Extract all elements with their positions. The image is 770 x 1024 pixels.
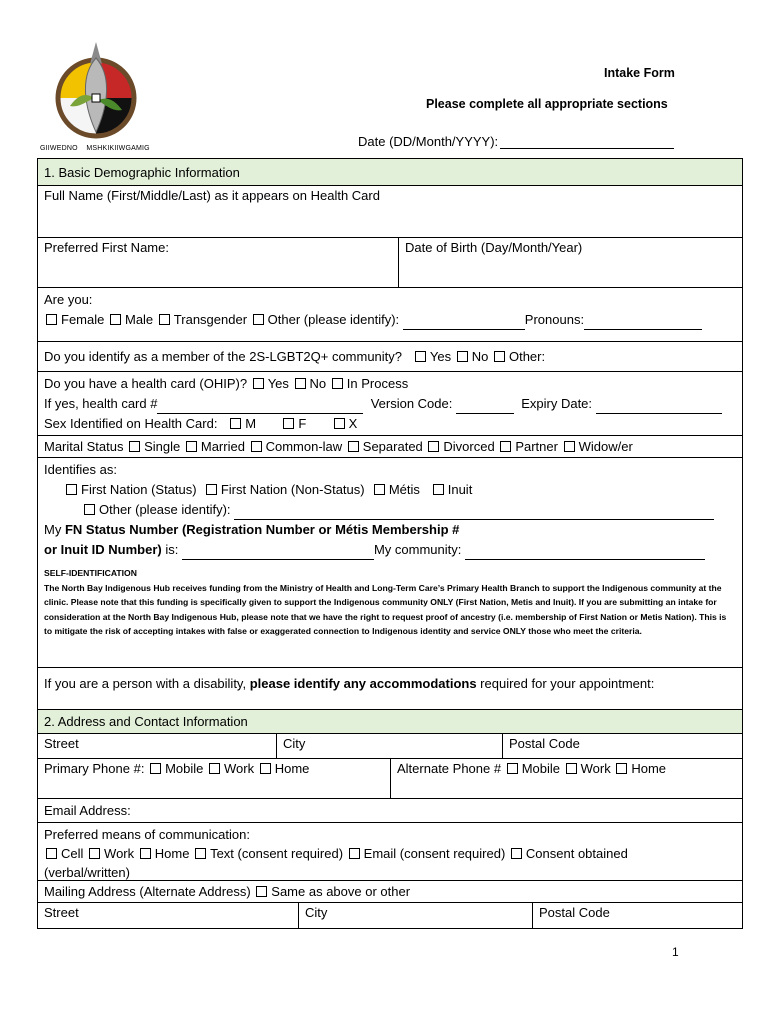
dob-field[interactable]: Date of Birth (Day/Month/Year)	[398, 238, 742, 287]
intake-form	[37, 158, 743, 929]
male-checkbox[interactable]	[110, 314, 121, 325]
work-checkbox[interactable]	[89, 848, 100, 859]
gender-other-input[interactable]	[403, 317, 525, 330]
primary-mobile-checkbox[interactable]	[150, 763, 161, 774]
street-field[interactable]: Street	[44, 736, 79, 751]
fn-nonstatus-checkbox[interactable]	[206, 484, 217, 495]
mailing-postal-field[interactable]: Postal Code	[532, 903, 742, 928]
lgbt-other-checkbox[interactable]	[494, 351, 505, 362]
date-field[interactable]: Date (DD/Month/YYYY):	[358, 134, 674, 149]
married-checkbox[interactable]	[186, 441, 197, 452]
preferred-name-field[interactable]: Preferred First Name:	[44, 240, 169, 255]
common-law-checkbox[interactable]	[251, 441, 262, 452]
mailing-city-field[interactable]: City	[298, 903, 532, 928]
email-field[interactable]: Email Address:	[38, 799, 742, 823]
ohip-yes-checkbox[interactable]	[253, 378, 264, 389]
self-id-text: The North Bay Indigenous Hub receives funding from the Ministry of Health and Long-Term Care’s Primary Health Branch to support the Indigenous community at the clinic. Please note that this funding is specifically given to support the Indigenous community ONLY (First Nation, Metis and Inuit). If you are submitting an intake for consideration at the North Bay Indigenous Hub, please note that we have the right to request proof of ancestry (i.e. membership of First Nation or Metis Nation). This is to mitigate the risk of accepting intakes with false or exaggerated connection to Indigenous identity and service ONLY those who meet the criteria.	[44, 582, 727, 637]
alt-work-checkbox[interactable]	[566, 763, 577, 774]
full-name-field[interactable]: Full Name (First/Middle/Last) as it appears on Health Card	[38, 186, 742, 238]
lgbt-row: Do you identify as a member of the 2S-LGBT2Q+ community? Yes No Other:	[38, 342, 742, 372]
postal-field[interactable]: Postal Code	[502, 734, 742, 758]
pronouns-input[interactable]	[584, 317, 702, 330]
identity-other-checkbox[interactable]	[84, 504, 95, 515]
home-checkbox[interactable]	[140, 848, 151, 859]
self-id-title: SELF-IDENTIFICATION	[44, 568, 137, 578]
cell-checkbox[interactable]	[46, 848, 57, 859]
organization-logo	[40, 36, 170, 158]
inuit-checkbox[interactable]	[433, 484, 444, 495]
ohip-no-checkbox[interactable]	[295, 378, 306, 389]
section-address-contact: 2. Address and Contact Information	[38, 710, 742, 734]
single-checkbox[interactable]	[129, 441, 140, 452]
verbal-written-label: (verbal/written)	[44, 865, 130, 880]
accommodations-field[interactable]: If you are a person with a disability, please identify any accommodations required for your appointment:	[38, 668, 742, 710]
form-title: Intake Form	[604, 66, 675, 80]
ohip-in-process-checkbox[interactable]	[332, 378, 343, 389]
sex-x-checkbox[interactable]	[334, 418, 345, 429]
identity-other-input[interactable]	[234, 507, 714, 520]
same-as-above-checkbox[interactable]	[256, 886, 267, 897]
primary-phone-field[interactable]: Primary Phone #: Mobile Work Home	[44, 761, 310, 776]
gender-other-checkbox[interactable]	[253, 314, 264, 325]
widow-checkbox[interactable]	[564, 441, 575, 452]
expiry-input[interactable]	[596, 401, 722, 414]
logo-caption: GIIWEDNO MSHKIKIIWGAMIG	[40, 145, 150, 152]
health-card-row: Do you have a health card (OHIP)? Yes No In Process If yes, health card # Version Code: Expiry Date: Sex Identified on Health Card: M F X	[38, 372, 742, 436]
alt-phone-field[interactable]: Alternate Phone # Mobile Work Home	[390, 759, 742, 798]
text-checkbox[interactable]	[195, 848, 206, 859]
primary-work-checkbox[interactable]	[209, 763, 220, 774]
fn-status-checkbox[interactable]	[66, 484, 77, 495]
metis-checkbox[interactable]	[374, 484, 385, 495]
city-field[interactable]: City	[276, 734, 502, 758]
consent-checkbox[interactable]	[511, 848, 522, 859]
separated-checkbox[interactable]	[348, 441, 359, 452]
marital-row: Marital Status Single Married Common-law Separated Divorced Partner Widow/er	[38, 436, 742, 458]
are-you-label: Are you:	[44, 292, 93, 307]
community-input[interactable]	[465, 547, 705, 560]
email-checkbox[interactable]	[349, 848, 360, 859]
sex-m-checkbox[interactable]	[230, 418, 241, 429]
partner-checkbox[interactable]	[500, 441, 511, 452]
mailing-street-field[interactable]: Street	[44, 905, 79, 920]
communication-row: Preferred means of communication: Cell Work Home Text (consent required) Email (consent required) Consent obtained (verbal/written)	[38, 823, 742, 881]
identity-row: Identifies as: First Nation (Status) First Nation (Non-Status) Métis Inuit Other (please identify): My FN Status Number (Registration Number or Métis Membership # or Inuit ID Number) is: My community: SELF-IDENTIFICATION The North Bay Indigenous Hub receives funding from the Ministry of Health and Long-Term Care’s Primary Health Branch to support the Indigenous community at the clinic. Please note that this funding is specifically given to support the Indigenous community ONLY (First Nation, Metis and Inuit). If you are submitting an intake for consideration at the North Bay Indigenous Hub, please note that we have the right to request proof of ancestry (i.e. membership of First Nation or Metis Nation). This is to mitigate the risk of accepting intakes with false or exaggerated connection to Indigenous identity and service ONLY those who meet the criteria.	[38, 458, 742, 668]
mailing-row: Mailing Address (Alternate Address) Same as above or other	[38, 881, 742, 903]
alt-home-checkbox[interactable]	[616, 763, 627, 774]
alt-mobile-checkbox[interactable]	[507, 763, 518, 774]
transgender-checkbox[interactable]	[159, 314, 170, 325]
section-basic-demographic: 1. Basic Demographic Information	[38, 159, 742, 186]
status-number-input[interactable]	[182, 547, 374, 560]
primary-home-checkbox[interactable]	[260, 763, 271, 774]
sex-f-checkbox[interactable]	[283, 418, 294, 429]
lgbt-yes-checkbox[interactable]	[415, 351, 426, 362]
gender-row: Are you: Female Male Transgender Other (please identify): Pronouns:	[38, 288, 742, 342]
identifies-label: Identifies as:	[44, 462, 117, 477]
lgbt-no-checkbox[interactable]	[457, 351, 468, 362]
divorced-checkbox[interactable]	[428, 441, 439, 452]
female-checkbox[interactable]	[46, 314, 57, 325]
health-card-input[interactable]	[157, 401, 363, 414]
page-number: 1	[672, 945, 679, 959]
form-subtitle: Please complete all appropriate sections	[426, 97, 668, 111]
pref-comm-label: Preferred means of communication:	[44, 827, 250, 842]
version-code-input[interactable]	[456, 401, 514, 414]
